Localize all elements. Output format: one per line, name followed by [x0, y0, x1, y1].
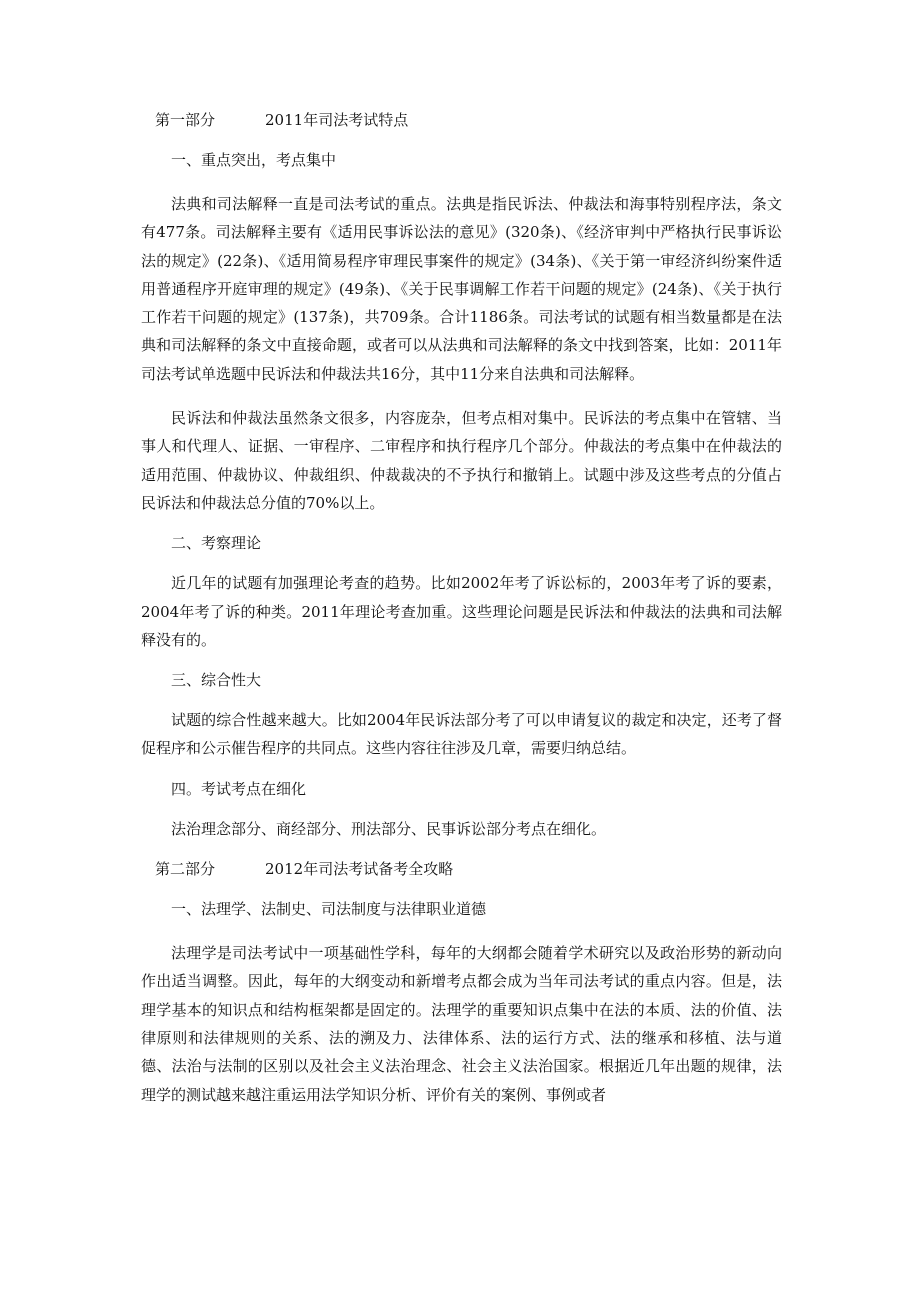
part-two-label: 第二部分 [155, 860, 216, 879]
section-four-paragraph: 法治理念部分、商经部分、刑法部分、民事诉讼部分考点在细化。 [171, 819, 607, 838]
part-one-title: 2011年司法考试特点 [265, 111, 409, 129]
part-two-title: 2012年司法考试备考全攻略 [265, 860, 454, 879]
section-two-paragraph: 近几年的试题有加强理论考查的趋势。比如2002年考了诉讼标的，2003年考了诉的要素，2004年考了诉的种类。2011年理论考查加重。这些理论问题是民诉法和仲裁法的法典和司法解释没有的。 [141, 574, 782, 649]
section-one-paragraph-2: 民诉法和仲裁法虽然条文很多，内容庞杂，但考点相对集中。民诉法的考点集中在管辖、当事人和代理人、证据、一审程序、二审程序和执行程序几个部分。仲裁法的考点集中在仲裁法的适用范围、仲裁协议、仲裁组织、仲裁裁决的不予执行和撤销上。试题中涉及这些考点的分值占民诉法和仲裁法总分值的70%以上。 [141, 409, 782, 512]
section-four-heading: 四。考试考点在细化 [171, 779, 307, 798]
section-three-paragraph: 试题的综合性越来越大。比如2004年民诉法部分考了可以申请复议的裁定和决定，还考了督促程序和公示催告程序的共同点。这些内容往往涉及几章，需要归纳总结。 [141, 711, 782, 758]
section-two-heading: 二、考察理论 [171, 534, 262, 553]
part-one-heading [141, 106, 782, 134]
section-one-heading: 一、重点突出，考点集中 [171, 151, 337, 169]
document-page [141, 106, 782, 1109]
part-two-section-one-paragraph: 法理学是司法考试中一项基础性学科，每年的大纲都会随着学术研究以及政治形势的新动向作出适当调整。因此，每年的大纲变动和新增考点都会成为当年司法考试的重点内容。但是，法理学基本的知识点和结构框架都是固定的。法理学的重要知识点集中在法的本质、法的价值、法律原则和法律规则的关系、法的溯及力、法律体系、法的运行方式、法的继承和移植、法与道德、法治与法制的区别以及社会主义法治理念、社会主义法治国家。根据近几年出题的规律，法理学的测试越来越注重运用法学知识分析、评价有关的案例、事例或者 [141, 944, 782, 1104]
section-three-heading: 三、综合性大 [171, 671, 262, 690]
part-one-label: 第一部分 [155, 111, 216, 129]
part-two-section-one-heading: 一、法理学、法制史、司法制度与法律职业道德 [171, 900, 487, 919]
section-one-paragraph-1: 法典和司法解释一直是司法考试的重点。法典是指民诉法、仲裁法和海事特别程序法，条文有477条。司法解释主要有《适用民事诉讼法的意见》(320条)、《经济审判中严格执行民事诉讼法的规定》(22条)、《适用简易程序审理民事案件的规定》(34条)、《关于第一审经济纠纷案件适用普通程序开庭审理的规定》(49条)、《关于民事调解工作若干问题的规定》(24条)、《关于执行工作若干问题的规定》(137条)，共709条。合计1186条。司法考试的试题有相当数量都是在法典和司法解释的条文中直接命题，或者可以从法典和司法解释的条文中找到答案，比如：2011年司法考试单选题中民诉法和仲裁法共16分，其中11分来自法典和司法解释。 [141, 195, 782, 383]
part-two-heading [141, 855, 782, 883]
